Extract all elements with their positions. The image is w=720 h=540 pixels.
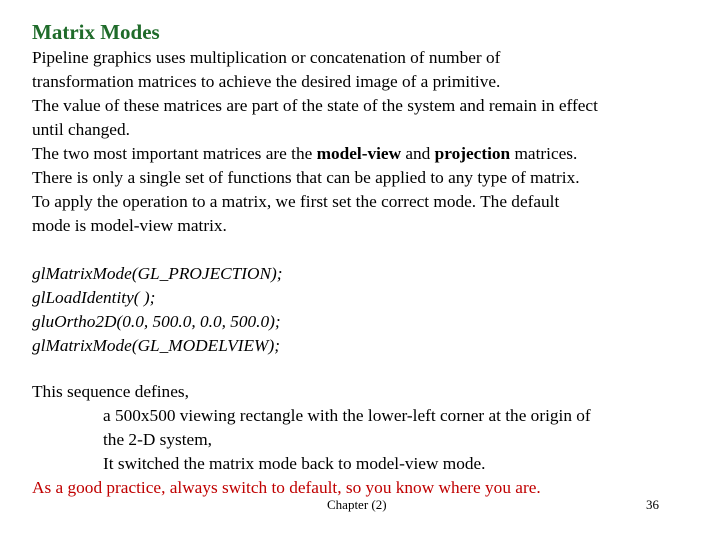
projection-term: projection <box>434 144 511 163</box>
body-line: until changed. <box>32 120 130 139</box>
sequence-description <box>32 380 591 500</box>
sequence-intro: This sequence defines, <box>32 382 189 401</box>
page-number: 36 <box>646 497 659 512</box>
code-line: gluOrtho2D(0.0, 500.0, 0.0, 500.0); <box>32 312 281 331</box>
body-line: transformation matrices to achieve the desired image of a primitive. <box>32 72 501 91</box>
code-line: glMatrixMode(GL_PROJECTION); <box>32 264 283 283</box>
text-run: The two most important matrices are the <box>32 144 317 163</box>
model-view-term: model-view <box>316 144 402 163</box>
text-run: and <box>401 144 435 163</box>
body-line: The value of these matrices are part of the state of the system and remain in effect <box>32 96 598 115</box>
code-line: glLoadIdentity( ); <box>32 288 156 307</box>
slide-title: Matrix Modes <box>32 20 160 44</box>
body-line: To apply the operation to a matrix, we first set the correct mode. The default <box>32 192 560 211</box>
body-line: mode is model-view matrix. <box>32 216 227 235</box>
sequence-line: the 2-D system, <box>103 430 212 449</box>
code-line: glMatrixMode(GL_MODELVIEW); <box>32 336 280 355</box>
body-line: There is only a single set of functions that can be applied to any type of matrix. <box>32 168 580 187</box>
body-line-important-matrices <box>32 142 712 166</box>
good-practice-note: As a good practice, always switch to default, so you know where you are. <box>32 478 541 497</box>
sequence-line: a 500x500 viewing rectangle with the lower-left corner at the origin of <box>103 406 591 425</box>
sequence-line: It switched the matrix mode back to model-view mode. <box>103 454 486 473</box>
code-block <box>32 262 283 358</box>
text-run: matrices. <box>510 144 578 163</box>
body-line: Pipeline graphics uses multiplication or concatenation of number of <box>32 48 501 67</box>
footer-chapter: Chapter (2) <box>327 497 387 512</box>
slide-body <box>32 46 712 238</box>
